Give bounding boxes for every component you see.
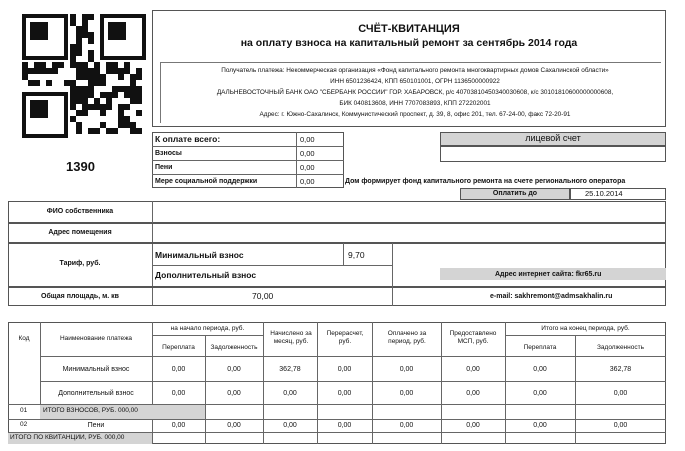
table-cell: 0,00 <box>466 390 480 397</box>
extra-fee-label: Дополнительный взнос <box>155 270 257 280</box>
table-cell: 0,00 <box>466 366 480 373</box>
penalty-code: 02 <box>20 421 28 428</box>
account-number: 1390 <box>66 159 95 174</box>
table-cell: 0,00 <box>466 422 480 429</box>
table-cell: 0,00 <box>533 390 547 397</box>
receipt-title: СЧЁТ-КВИТАНЦИЯ <box>358 23 460 35</box>
table-cell: 0,00 <box>337 366 352 373</box>
email-label: e-mail: sakhremont@admsakhalin.ru <box>490 293 613 300</box>
table-cell: 0,00 <box>337 390 352 397</box>
table-cell: 0,00 <box>227 390 241 397</box>
personal-account-label: лицевой счет <box>525 133 581 143</box>
summary-social-value: 0,00 <box>300 177 315 186</box>
recipient-line: БИК 040813608, ИНН 7707083893, КПП 272202001 <box>339 100 491 107</box>
summary-penalty-value: 0,00 <box>300 163 315 172</box>
col-overpay-end: Переплата <box>523 344 557 351</box>
pay-until-value: 25.10.2014 <box>585 189 623 198</box>
col-msp: Предоставлено МСП, руб. <box>449 330 497 346</box>
recipient-line: ИНН 6501236424, КПП 650101001, ОГРН 1136500000922 <box>330 78 500 85</box>
col-start-group: на начало периода, руб. <box>170 325 245 332</box>
table-cell: 0,00 <box>227 422 241 429</box>
table-cell: 362,78 <box>279 366 301 373</box>
table-row-name: Дополнительный взнос <box>58 390 134 397</box>
col-recalc: Перерасчет, руб. <box>326 330 364 346</box>
col-paid: Оплачено за период, руб. <box>387 330 427 346</box>
tariff-label: Тариф, руб. <box>59 260 101 267</box>
table-cell: 0,00 <box>171 390 186 397</box>
col-code: Код <box>18 335 30 342</box>
table-row-name: Минимальный взнос <box>62 366 130 373</box>
table-cell: 0,00 <box>533 422 547 429</box>
table-cell: 362,78 <box>609 366 632 373</box>
table-cell: 0,00 <box>613 390 628 397</box>
area-label: Общая площадь, м. кв <box>41 293 119 300</box>
min-fee-value: 9,70 <box>348 250 365 260</box>
table-cell: 0,00 <box>283 390 297 397</box>
address-label: Адрес помещения <box>48 229 112 236</box>
table-cell: 0,00 <box>399 390 414 397</box>
table-cell: 0,00 <box>533 366 547 373</box>
col-debt-end: Задолженность <box>597 344 644 351</box>
recipient-line: Получатель платежа: Некоммерческая организация «Фонд капитального ремонта многоквартирных домов Сахалинской области» <box>221 67 609 74</box>
table-cell: 0,00 <box>399 366 414 373</box>
personal-account-field <box>440 146 666 162</box>
total-fees-label: ИТОГО ВЗНОСОВ, РУБ. 000,00 <box>43 407 138 414</box>
pay-until-label: Оплатить до <box>492 190 538 197</box>
receipt-subtitle: на оплату взноса на капитальный ремонт за сентябрь 2014 года <box>240 37 578 49</box>
col-overpay: Переплата <box>162 344 195 351</box>
table-cell: 0,00 <box>337 422 352 429</box>
summary-total-label: К оплате всего: <box>155 134 221 144</box>
summary-fees-value: 0,00 <box>300 149 315 158</box>
website-label: Адрес интернет сайта: fkr65.ru <box>495 271 602 278</box>
min-fee-label: Минимальный взнос <box>155 250 244 260</box>
col-name: Наименование платежа <box>59 335 133 342</box>
table-cell: 0,00 <box>283 422 297 429</box>
owner-label: ФИО собственника <box>46 208 114 215</box>
total-fees-code: 01 <box>20 407 28 414</box>
qr-code <box>22 14 144 138</box>
grand-total-label: ИТОГО ПО КВИТАНЦИИ, РУБ. 000,00 <box>10 434 125 441</box>
area-value: 70,00 <box>252 291 274 301</box>
house-note: Дом формирует фонд капитального ремонта на счете регионального оператора <box>345 178 626 185</box>
table-cell: 0,00 <box>171 366 186 373</box>
summary-fees-label: Взносы <box>155 150 182 157</box>
summary-penalty-label: Пени <box>155 164 173 171</box>
col-debt: Задолженность <box>210 344 258 351</box>
table-cell: 0,00 <box>613 422 628 429</box>
table-cell: 0,00 <box>227 366 241 373</box>
table-cell: 0,00 <box>399 422 414 429</box>
recipient-line: ДАЛЬНЕВОСТОЧНЫЙ БАНК ОАО "СБЕРБАНК РОССИИ" ГОР. ХАБАРОВСК, р/с 40703810450340030608, к/с 30101810600000000608, <box>216 89 614 96</box>
col-end-group: Итого на конец периода, руб. <box>541 325 630 332</box>
summary-social-label: Мере социальной поддержки <box>155 178 258 185</box>
summary-total-value: 0,00 <box>300 135 315 144</box>
recipient-line: Адрес: г. Южно-Сахалинск, Коммунистический проспект, д. 39, 8, офис 201, тел. 67-24-00, факс 72-20-91 <box>259 111 571 118</box>
col-charged: Начислено за месяц, руб. <box>270 330 312 346</box>
table-cell: 0,00 <box>171 422 186 429</box>
penalty-name: Пени <box>87 422 105 429</box>
